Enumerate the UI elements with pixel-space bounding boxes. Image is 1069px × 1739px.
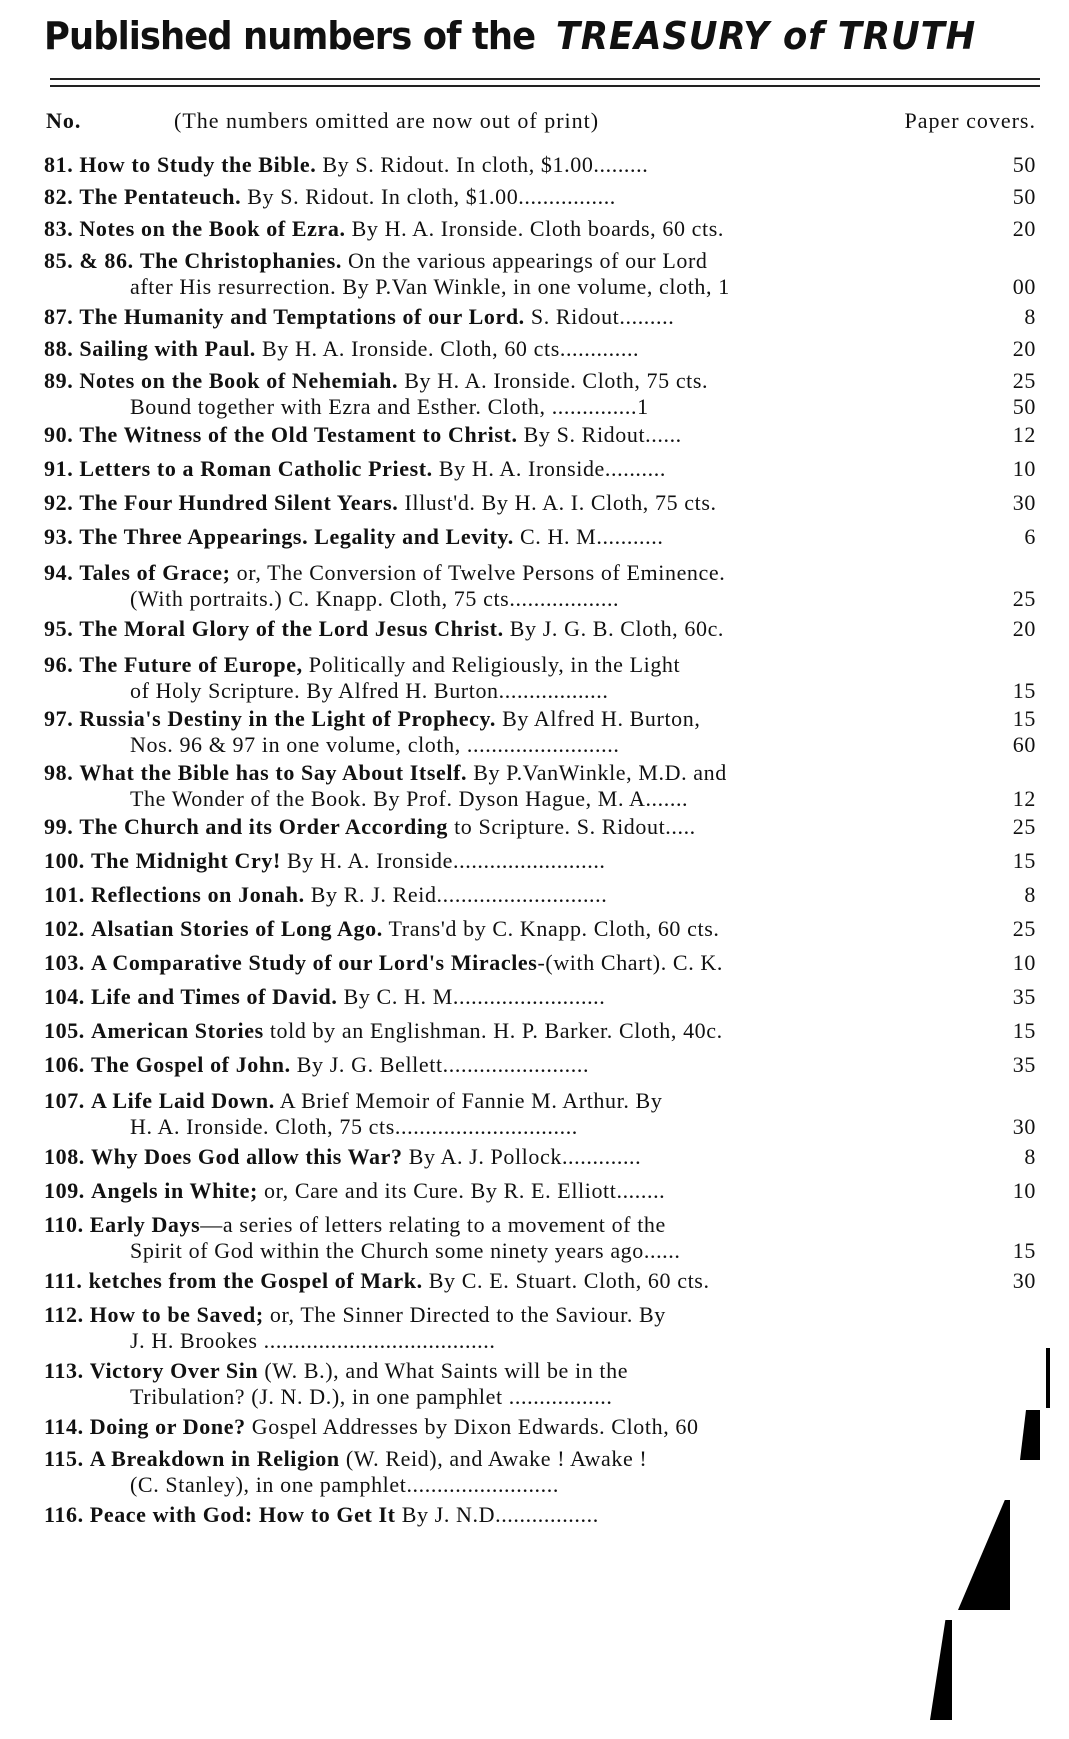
- entry-line: [44, 456, 1036, 482]
- page-damage: [1046, 1348, 1050, 1408]
- entry-details: By S. Ridout......: [517, 422, 682, 447]
- entry-title: Victory Over Sin: [89, 1358, 259, 1383]
- entry-title: Russia's Destiny in the Light of Prophecy.: [79, 706, 496, 731]
- entry-price: 15: [1012, 706, 1036, 731]
- entry-price: 60: [1012, 732, 1036, 757]
- entry-number: 98.: [44, 760, 74, 785]
- entry-text: [44, 882, 607, 908]
- entry-title: Doing or Done?: [89, 1414, 246, 1439]
- entry-text: [130, 394, 649, 420]
- entry-line: [44, 1502, 1036, 1528]
- entry-details: of Holy Scripture. By Alfred H. Burton..................: [130, 678, 609, 703]
- entry-details: Spirit of God within the Church some ninety years ago......: [130, 1238, 681, 1263]
- entry-number: 104.: [44, 984, 85, 1009]
- list-item: [44, 814, 1036, 840]
- entry-text: [44, 216, 724, 242]
- list-item: [44, 706, 1036, 758]
- entry-number: 110.: [44, 1212, 84, 1237]
- entry-line: [44, 706, 1036, 732]
- entry-details: On the various appearings of our Lord: [341, 248, 708, 273]
- entry-text: [44, 984, 605, 1010]
- entry-details: By A. J. Pollock.............: [402, 1144, 642, 1169]
- entry-title: The Witness of the Old Testament to Christ.: [79, 422, 518, 447]
- entry-title: The Midnight Cry!: [91, 848, 281, 873]
- list-item: [44, 248, 1036, 300]
- entry-number: 90.: [44, 422, 74, 447]
- entry-number: 82.: [44, 184, 74, 209]
- entry-number: 92.: [44, 490, 74, 515]
- entry-text: [44, 422, 682, 448]
- entry-details: By J. G. Bellett........................: [290, 1052, 590, 1077]
- entry-title: The Future of Europe,: [79, 652, 303, 677]
- entry-number: 87.: [44, 304, 74, 329]
- list-item: [44, 490, 1036, 516]
- entry-details: By R. J. Reid............................: [304, 882, 608, 907]
- entry-number: 114.: [44, 1414, 84, 1439]
- entry-price: 30: [1012, 490, 1036, 515]
- entry-number: 96.: [44, 652, 74, 677]
- entry-title: Angels in White;: [91, 1178, 258, 1203]
- entry-details: By P.VanWinkle, M.D. and: [467, 760, 727, 785]
- entry-title: Sailing with Paul.: [79, 336, 256, 361]
- entry-details: By C. H. M.........................: [337, 984, 606, 1009]
- entry-line: [44, 616, 1036, 642]
- entry-text: [44, 368, 708, 394]
- entry-price: 12: [1012, 422, 1036, 447]
- entry-details: or, Care and its Cure. By R. E. Elliott........: [257, 1178, 666, 1203]
- entry-price: 25: [1012, 586, 1036, 611]
- entry-title: The Church and its Order According: [79, 814, 448, 839]
- list-item: [44, 560, 1036, 612]
- entry-price: 50: [1012, 152, 1036, 177]
- title-part1: Published numbers of the: [44, 14, 536, 58]
- entry-details: C. H. M...........: [513, 524, 664, 549]
- entry-title: Tales of Grace;: [79, 560, 231, 585]
- entry-line: [44, 184, 1036, 210]
- entry-details: or, The Sinner Directed to the Saviour. By: [263, 1302, 666, 1327]
- entry-details: By C. E. Stuart. Cloth, 60 cts.: [422, 1268, 710, 1293]
- entry-line: [44, 732, 1036, 758]
- entry-text: [44, 916, 719, 942]
- entry-number: 81.: [44, 152, 74, 177]
- entry-title: American Stories: [91, 1018, 264, 1043]
- page-title: [44, 14, 977, 58]
- entry-price: 10: [1012, 456, 1036, 481]
- list-item: [44, 652, 1036, 704]
- page-damage: [930, 1620, 952, 1720]
- entry-price: 35: [1012, 984, 1036, 1009]
- entry-price: 30: [1012, 1114, 1036, 1139]
- entry-details: Nos. 96 & 97 in one volume, cloth, .........................: [130, 732, 620, 757]
- entry-number: 102.: [44, 916, 85, 941]
- entry-title: Letters to a Roman Catholic Priest.: [79, 456, 433, 481]
- entry-price: 15: [1012, 1238, 1036, 1263]
- entry-price: 15: [1012, 1018, 1036, 1043]
- entry-price: 20: [1012, 216, 1036, 241]
- entry-line: [44, 1384, 1036, 1410]
- entry-text: [130, 1238, 681, 1264]
- entry-line: [44, 368, 1036, 394]
- entry-details: By H. A. Ironside. Cloth, 75 cts.: [398, 368, 709, 393]
- entry-number: 93.: [44, 524, 74, 549]
- list-item: [44, 304, 1036, 330]
- divider-rule: [50, 85, 1040, 87]
- entry-details: or, The Conversion of Twelve Persons of Eminence.: [230, 560, 726, 585]
- entry-text: [130, 586, 619, 612]
- entry-details: -(with Chart). C. K.: [537, 950, 723, 975]
- entry-line: [44, 916, 1036, 942]
- entry-line: [44, 422, 1036, 448]
- list-item: [44, 456, 1036, 482]
- entry-title: How to be Saved;: [89, 1302, 264, 1327]
- entry-text: [130, 786, 688, 812]
- list-item: [44, 216, 1036, 242]
- entry-line: [44, 490, 1036, 516]
- entry-price: 8: [1024, 882, 1036, 907]
- entry-details: told by an Englishman. H. P. Barker. Cloth, 40c.: [263, 1018, 723, 1043]
- entry-line: [44, 984, 1036, 1010]
- entry-line: [44, 1018, 1036, 1044]
- entry-details: Bound together with Ezra and Esther. Cloth, ..............1: [130, 394, 649, 419]
- entry-number: 115.: [44, 1446, 84, 1471]
- entry-price: 8: [1024, 1144, 1036, 1169]
- entry-text: [44, 184, 616, 210]
- entry-details: S. Ridout.........: [524, 304, 675, 329]
- entry-number: 88.: [44, 336, 74, 361]
- entry-line: [44, 760, 1036, 786]
- entry-text: [44, 1358, 628, 1384]
- entry-title: The Christophanies.: [139, 248, 342, 273]
- entry-text: [44, 1414, 699, 1440]
- entry-text: [44, 1018, 723, 1044]
- entry-line: [44, 678, 1036, 704]
- entry-price: 10: [1012, 950, 1036, 975]
- entry-line: [44, 524, 1036, 550]
- entry-text: [44, 336, 639, 362]
- entry-details: (W. Reid), and Awake ! Awake !: [339, 1446, 648, 1471]
- entry-title: A Comparative Study of our Lord's Miracles: [91, 950, 538, 975]
- entry-title: The Gospel of John.: [91, 1052, 291, 1077]
- list-item: [44, 1446, 1036, 1498]
- entry-line: [44, 786, 1036, 812]
- list-item: [44, 1144, 1036, 1170]
- entry-details: Politically and Religiously, in the Light: [302, 652, 681, 677]
- entry-number: 89.: [44, 368, 74, 393]
- entry-price: 25: [1012, 814, 1036, 839]
- entry-number: 112.: [44, 1302, 84, 1327]
- entry-number: 106.: [44, 1052, 85, 1077]
- list-item: [44, 1268, 1036, 1294]
- list-item: [44, 1052, 1036, 1078]
- entry-line: [44, 216, 1036, 242]
- entry-details: By H. A. Ironside. Cloth, 60 cts.............: [255, 336, 640, 361]
- entry-line: [44, 1178, 1036, 1204]
- entry-price: 20: [1012, 616, 1036, 641]
- list-item: [44, 336, 1036, 362]
- entry-price: 15: [1012, 678, 1036, 703]
- entry-title: Reflections on Jonah.: [91, 882, 305, 907]
- entry-title: The Three Appearings. Legality and Levity.: [79, 524, 514, 549]
- header-paper-covers: Paper covers.: [904, 108, 1036, 133]
- entry-price: 00: [1012, 274, 1036, 299]
- entry-line: [44, 394, 1036, 420]
- entry-details: after His resurrection. By P.Van Winkle, in one volume, cloth, 1: [130, 274, 730, 299]
- entry-text: [44, 1302, 666, 1328]
- entry-number: 109.: [44, 1178, 85, 1203]
- list-item: [44, 916, 1036, 942]
- entry-text: [44, 1446, 647, 1472]
- list-item: [44, 760, 1036, 812]
- entry-text: [44, 1502, 599, 1528]
- entry-text: [130, 678, 608, 704]
- entry-price: 25: [1012, 916, 1036, 941]
- entry-line: [44, 304, 1036, 330]
- entry-text: [44, 706, 700, 732]
- entry-number: 99.: [44, 814, 74, 839]
- entry-number: 94.: [44, 560, 74, 585]
- entry-text: [44, 490, 717, 516]
- entry-title: Alsatian Stories of Long Ago.: [91, 916, 383, 941]
- entry-price: 50: [1012, 394, 1036, 419]
- entry-number: 95.: [44, 616, 74, 641]
- list-item: [44, 950, 1036, 976]
- entry-text: [44, 1052, 589, 1078]
- entry-text: [130, 1114, 578, 1140]
- entry-line: [44, 1446, 1036, 1472]
- entry-price: 10: [1012, 1178, 1036, 1203]
- title-part2: TREASURY of TRUTH: [555, 14, 977, 58]
- entry-details: (C. Stanley), in one pamphlet.........................: [130, 1472, 559, 1497]
- entry-details: By J. N.D.................: [395, 1502, 599, 1527]
- list-item: [44, 1302, 1036, 1354]
- entry-details: By H. A. Ironside.........................: [280, 848, 606, 873]
- list-item: [44, 984, 1036, 1010]
- entry-price: 15: [1012, 848, 1036, 873]
- entry-line: [44, 1114, 1036, 1140]
- entry-title: What the Bible has to Say About Itself.: [79, 760, 468, 785]
- entry-details: The Wonder of the Book. By Prof. Dyson Hague, M. A.......: [130, 786, 689, 811]
- entry-text: [44, 1088, 662, 1114]
- entry-number: 113.: [44, 1358, 84, 1383]
- entry-title: ketches from the Gospel of Mark.: [88, 1268, 423, 1293]
- entry-number: 108.: [44, 1144, 85, 1169]
- entry-line: [44, 1238, 1036, 1264]
- entry-line: [44, 882, 1036, 908]
- entry-line: [44, 560, 1036, 586]
- entry-number: 91.: [44, 456, 74, 481]
- entry-text: [44, 1178, 665, 1204]
- entry-text: [44, 652, 680, 678]
- entry-text: [44, 304, 674, 330]
- divider-rule: [50, 78, 1040, 80]
- entry-line: [44, 950, 1036, 976]
- entry-details: By S. Ridout. In cloth, $1.00................: [241, 184, 616, 209]
- entry-text: [130, 1328, 495, 1354]
- entry-details: J. H. Brookes ......................................: [130, 1328, 496, 1353]
- header-note: (The numbers omitted are now out of print): [174, 108, 600, 133]
- entry-title: The Four Hundred Silent Years.: [79, 490, 399, 515]
- entry-title: The Humanity and Temptations of our Lord.: [79, 304, 525, 329]
- entry-line: [44, 1052, 1036, 1078]
- entry-number: 83.: [44, 216, 74, 241]
- entry-price: 35: [1012, 1052, 1036, 1077]
- entry-title: Notes on the Book of Nehemiah.: [79, 368, 399, 393]
- entry-title: Life and Times of David.: [91, 984, 338, 1009]
- entry-number: 103.: [44, 950, 85, 975]
- list-item: [44, 882, 1036, 908]
- entry-line: [44, 1144, 1036, 1170]
- entry-line: [44, 586, 1036, 612]
- entry-details: A Brief Memoir of Fannie M. Arthur. By: [274, 1088, 663, 1113]
- entry-details: By J. G. B. Cloth, 60c.: [503, 616, 725, 641]
- entry-number: 85. & 86.: [44, 248, 134, 273]
- entry-text: [130, 1384, 613, 1410]
- entry-line: [44, 1302, 1036, 1328]
- entry-price: 12: [1012, 786, 1036, 811]
- entry-details: (W. B.), and What Saints will be in the: [258, 1358, 629, 1383]
- entry-details: (With portraits.) C. Knapp. Cloth, 75 cts..................: [130, 586, 620, 611]
- entry-line: [44, 248, 1036, 274]
- entry-title: A Life Laid Down.: [91, 1088, 275, 1113]
- entry-price: 25: [1012, 368, 1036, 393]
- entry-details: —a series of letters relating to a movement of the: [200, 1212, 666, 1237]
- list-item: [44, 152, 1036, 178]
- entry-line: [44, 1088, 1036, 1114]
- list-item: [44, 1502, 1036, 1528]
- entry-price: 50: [1012, 184, 1036, 209]
- entry-line: [44, 152, 1036, 178]
- entry-line: [44, 1472, 1036, 1498]
- header-no: No.: [46, 108, 82, 133]
- entry-number: 101.: [44, 882, 85, 907]
- entry-line: [44, 848, 1036, 874]
- entry-details: By S. Ridout. In cloth, $1.00.........: [316, 152, 649, 177]
- entry-line: [44, 1268, 1036, 1294]
- entry-price: 6: [1024, 524, 1036, 549]
- entry-text: [44, 524, 663, 550]
- list-item: [44, 1178, 1036, 1204]
- entry-number: 111.: [44, 1268, 83, 1293]
- entry-details: By H. A. Ironside..........: [432, 456, 666, 481]
- list-item: [44, 184, 1036, 210]
- entry-text: [44, 152, 648, 178]
- entry-number: 100.: [44, 848, 85, 873]
- list-item: [44, 1414, 1036, 1440]
- entry-line: [44, 336, 1036, 362]
- list-item: [44, 1018, 1036, 1044]
- list-item: [44, 524, 1036, 550]
- entry-price: 8: [1024, 304, 1036, 329]
- entry-title: A Breakdown in Religion: [89, 1446, 340, 1471]
- entry-line: [44, 1212, 1036, 1238]
- entry-text: [130, 1472, 559, 1498]
- entry-text: [44, 950, 723, 976]
- entry-line: [44, 1328, 1036, 1354]
- entry-number: 107.: [44, 1088, 85, 1113]
- entry-text: [44, 760, 727, 786]
- entry-title: The Pentateuch.: [79, 184, 242, 209]
- list-item: [44, 1358, 1036, 1410]
- list-item: [44, 368, 1036, 420]
- list-item: [44, 1212, 1036, 1264]
- entry-details: By Alfred H. Burton,: [495, 706, 701, 731]
- entry-text: [44, 456, 666, 482]
- entry-line: [44, 814, 1036, 840]
- list-item: [44, 848, 1036, 874]
- entry-details: Gospel Addresses by Dixon Edwards. Cloth, 60: [245, 1414, 699, 1439]
- entry-details: H. A. Ironside. Cloth, 75 cts..............................: [130, 1114, 578, 1139]
- entry-details: By H. A. Ironside. Cloth boards, 60 cts.: [345, 216, 724, 241]
- entry-title: Peace with God: How to Get It: [89, 1502, 396, 1527]
- entry-details: Illust'd. By H. A. I. Cloth, 75 cts.: [398, 490, 717, 515]
- entry-text: [44, 1268, 710, 1294]
- entry-text: [44, 248, 708, 274]
- entry-title: Notes on the Book of Ezra.: [79, 216, 346, 241]
- list-item: [44, 422, 1036, 448]
- entry-text: [44, 616, 724, 642]
- entry-price: 30: [1012, 1268, 1036, 1293]
- entry-line: [44, 1358, 1036, 1384]
- entry-line: [44, 274, 1036, 300]
- entry-title: How to Study the Bible.: [79, 152, 317, 177]
- entry-text: [130, 732, 619, 758]
- entry-text: [130, 274, 730, 300]
- entry-number: 97.: [44, 706, 74, 731]
- list-item: [44, 616, 1036, 642]
- entry-text: [44, 848, 606, 874]
- entry-line: [44, 652, 1036, 678]
- entry-text: [44, 814, 696, 840]
- entry-number: 116.: [44, 1502, 84, 1527]
- entry-text: [44, 1212, 666, 1238]
- entry-title: Why Does God allow this War?: [91, 1144, 403, 1169]
- entry-price: 20: [1012, 336, 1036, 361]
- entry-line: [44, 1414, 1036, 1440]
- entry-details: Tribulation? (J. N. D.), in one pamphlet .................: [130, 1384, 613, 1409]
- list-item: [44, 1088, 1036, 1140]
- entry-details: Trans'd by C. Knapp. Cloth, 60 cts.: [382, 916, 720, 941]
- entry-text: [44, 560, 725, 586]
- entry-number: 105.: [44, 1018, 85, 1043]
- entry-title: The Moral Glory of the Lord Jesus Christ.: [79, 616, 504, 641]
- entry-text: [44, 1144, 641, 1170]
- entry-details: to Scripture. S. Ridout.....: [448, 814, 696, 839]
- entry-title: Early Days: [89, 1212, 201, 1237]
